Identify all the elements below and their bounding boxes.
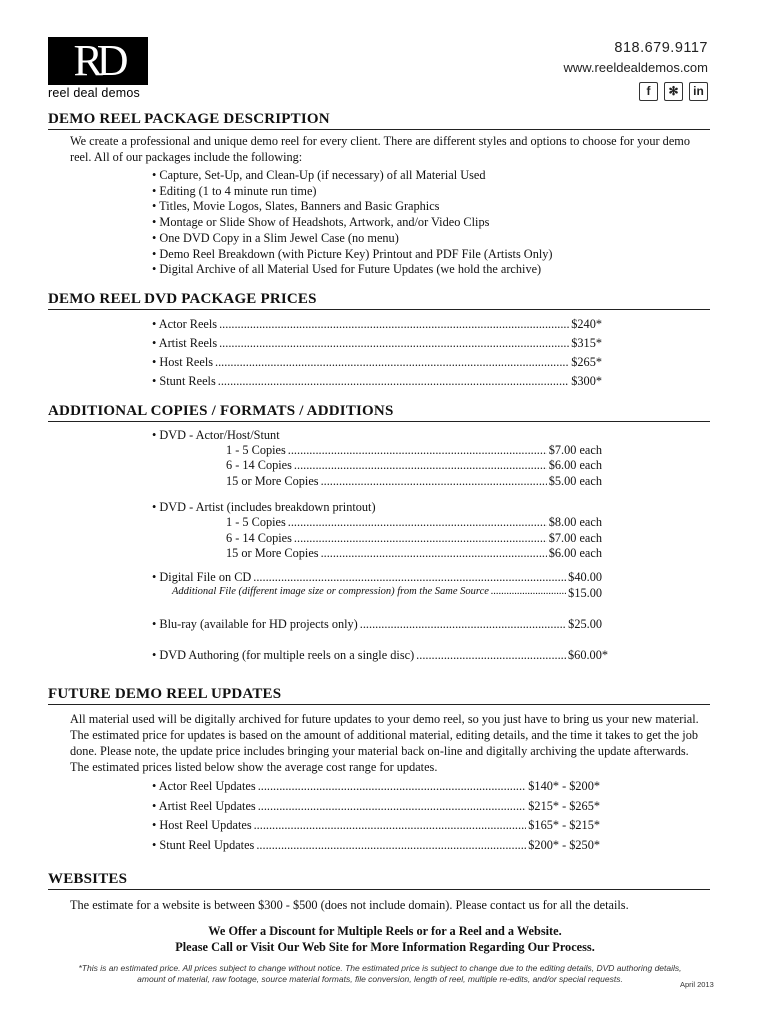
price-value: $240* (571, 317, 602, 331)
price-value: $165* - $215* (528, 818, 600, 832)
contact-info (563, 40, 708, 101)
list-item: • Titles, Movie Logos, Slates, Banners and Basic Graphics (152, 199, 553, 215)
websites-text: The estimate for a website is between $300 - $500 (does not include domain). Please contact us for all the details. (70, 898, 629, 912)
disclaimer: *This is an estimated price. All prices subject to change without notice. The estimated price is subject to change due to the editing details, DVD authoring details, amount of material, raw footage, source material formats, file conversion, length of reel, multiple re-edits, and/or special requests. (78, 963, 682, 984)
section-title-package: DEMO REEL PACKAGE DESCRIPTION (48, 111, 710, 130)
copies-label: 1 - 5 Copies (226, 515, 286, 529)
price-label: • Actor Reels (152, 317, 217, 332)
dvd-artist-label: • DVD - Artist (includes breakdown printout) (152, 500, 376, 515)
price-row (152, 374, 602, 389)
update-row (152, 799, 600, 814)
copies-label: 1 - 5 Copies (226, 443, 286, 457)
list-item: • Capture, Set-Up, and Clean-Up (if necessary) of all Material Used (152, 168, 553, 184)
copies-row (226, 458, 602, 473)
price-label: • Artist Reels (152, 336, 217, 351)
update-row (152, 818, 600, 833)
price-value: $300* (571, 374, 602, 388)
yelp-icon[interactable]: ✻ (664, 82, 683, 101)
price-label: Additional File (different image size or compression) from the Same Source (172, 586, 489, 597)
price-label: • Host Reels (152, 355, 213, 370)
list-item: • Editing (1 to 4 minute run time) (152, 184, 553, 200)
price-value: $25.00 (568, 617, 602, 631)
price-value: $140* - $200* (528, 779, 600, 793)
price-value: $40.00 (568, 570, 602, 584)
copies-row (226, 546, 602, 561)
price-row (152, 336, 602, 351)
copies-price: $8.00 each (548, 515, 602, 529)
section-title-websites: WEBSITES (48, 871, 710, 890)
phone-number: 818.679.9117 (614, 40, 708, 56)
offer-line-1: We Offer a Discount for Multiple Reels or for a Reel and a Website. (208, 924, 562, 938)
copies-price: $6.00 each (548, 546, 602, 560)
package-items (152, 168, 553, 278)
price-label: • Host Reel Updates (152, 818, 252, 833)
price-label: • DVD Authoring (for multiple reels on a single disc) (152, 648, 414, 663)
price-label: • Artist Reel Updates (152, 799, 256, 814)
logo-letters: RD (73, 36, 123, 85)
logo-text: reel deal demos (48, 86, 140, 100)
price-label: • Blu-ray (available for HD projects only) (152, 617, 358, 632)
website-url[interactable]: www.reeldealdemos.com (563, 60, 708, 75)
price-value: $60.00* (568, 648, 608, 662)
logo-mark (48, 37, 148, 85)
dvd-actor-label: • DVD - Actor/Host/Stunt (152, 428, 280, 443)
price-value: $215* - $265* (528, 799, 600, 813)
copies-label: 6 - 14 Copies (226, 531, 292, 545)
copies-price: $7.00 each (548, 443, 602, 457)
copies-price: $7.00 each (548, 531, 602, 545)
list-item: • Digital Archive of all Material Used for Future Updates (we hold the archive) (152, 262, 553, 278)
copies-row (226, 515, 602, 530)
price-label: • Digital File on CD (152, 570, 251, 585)
price-value: $200* - $250* (528, 838, 600, 852)
copies-label: 15 or More Copies (226, 546, 319, 560)
facebook-icon[interactable]: f (639, 82, 658, 101)
price-row (152, 355, 602, 370)
copies-label: 6 - 14 Copies (226, 458, 292, 472)
list-item: • Demo Reel Breakdown (with Picture Key) Printout and PDF File (Artists Only) (152, 247, 553, 263)
package-intro: We create a professional and unique demo reel for every client. There are different styles and options to choose for your demo reel. All of our packages include the following: (70, 134, 691, 164)
social-links (563, 82, 708, 101)
price-value: $315* (571, 336, 602, 350)
offer-line-2: Please Call or Visit Our Web Site for More Information Regarding Our Process. (175, 940, 595, 954)
price-label: • Actor Reel Updates (152, 779, 256, 794)
copies-price: $6.00 each (548, 458, 602, 472)
copies-row (226, 531, 602, 546)
price-value: $265* (571, 355, 602, 369)
bluray-row (152, 617, 602, 632)
authoring-row (152, 648, 608, 663)
list-item: • One DVD Copy in a Slim Jewel Case (no menu) (152, 231, 553, 247)
update-row (152, 779, 600, 794)
price-label: • Stunt Reels (152, 374, 216, 389)
updates-intro: All material used will be digitally archived for future updates to your demo reel, so you just have to bring us your new material. The estimated price for updates is based on the amount of additional material, editing details, and the time it takes to get the job done. Please note, the update price includes bringing your material back on-line and digitally archiving the update afterwards. The estimated prices listed below show the average cost range for updates. (70, 712, 699, 774)
copies-label: 15 or More Copies (226, 474, 319, 488)
price-row (152, 317, 602, 332)
copies-price: $5.00 each (548, 474, 602, 488)
section-title-prices: DEMO REEL DVD PACKAGE PRICES (48, 291, 710, 310)
copies-row (226, 443, 602, 458)
list-item: • Montage or Slide Show of Headshots, Artwork, and/or Video Clips (152, 215, 553, 231)
additional-file-row (172, 586, 602, 601)
section-title-additional: ADDITIONAL COPIES / FORMATS / ADDITIONS (48, 403, 710, 422)
digital-file-row (152, 570, 602, 585)
price-label: • Stunt Reel Updates (152, 838, 254, 853)
section-title-updates: FUTURE DEMO REEL UPDATES (48, 686, 710, 705)
copies-row (226, 474, 602, 489)
linkedin-icon[interactable]: in (689, 82, 708, 101)
update-row (152, 838, 600, 853)
document-date: April 2013 (680, 980, 714, 989)
price-value: $15.00 (568, 586, 602, 600)
company-logo (48, 37, 148, 100)
